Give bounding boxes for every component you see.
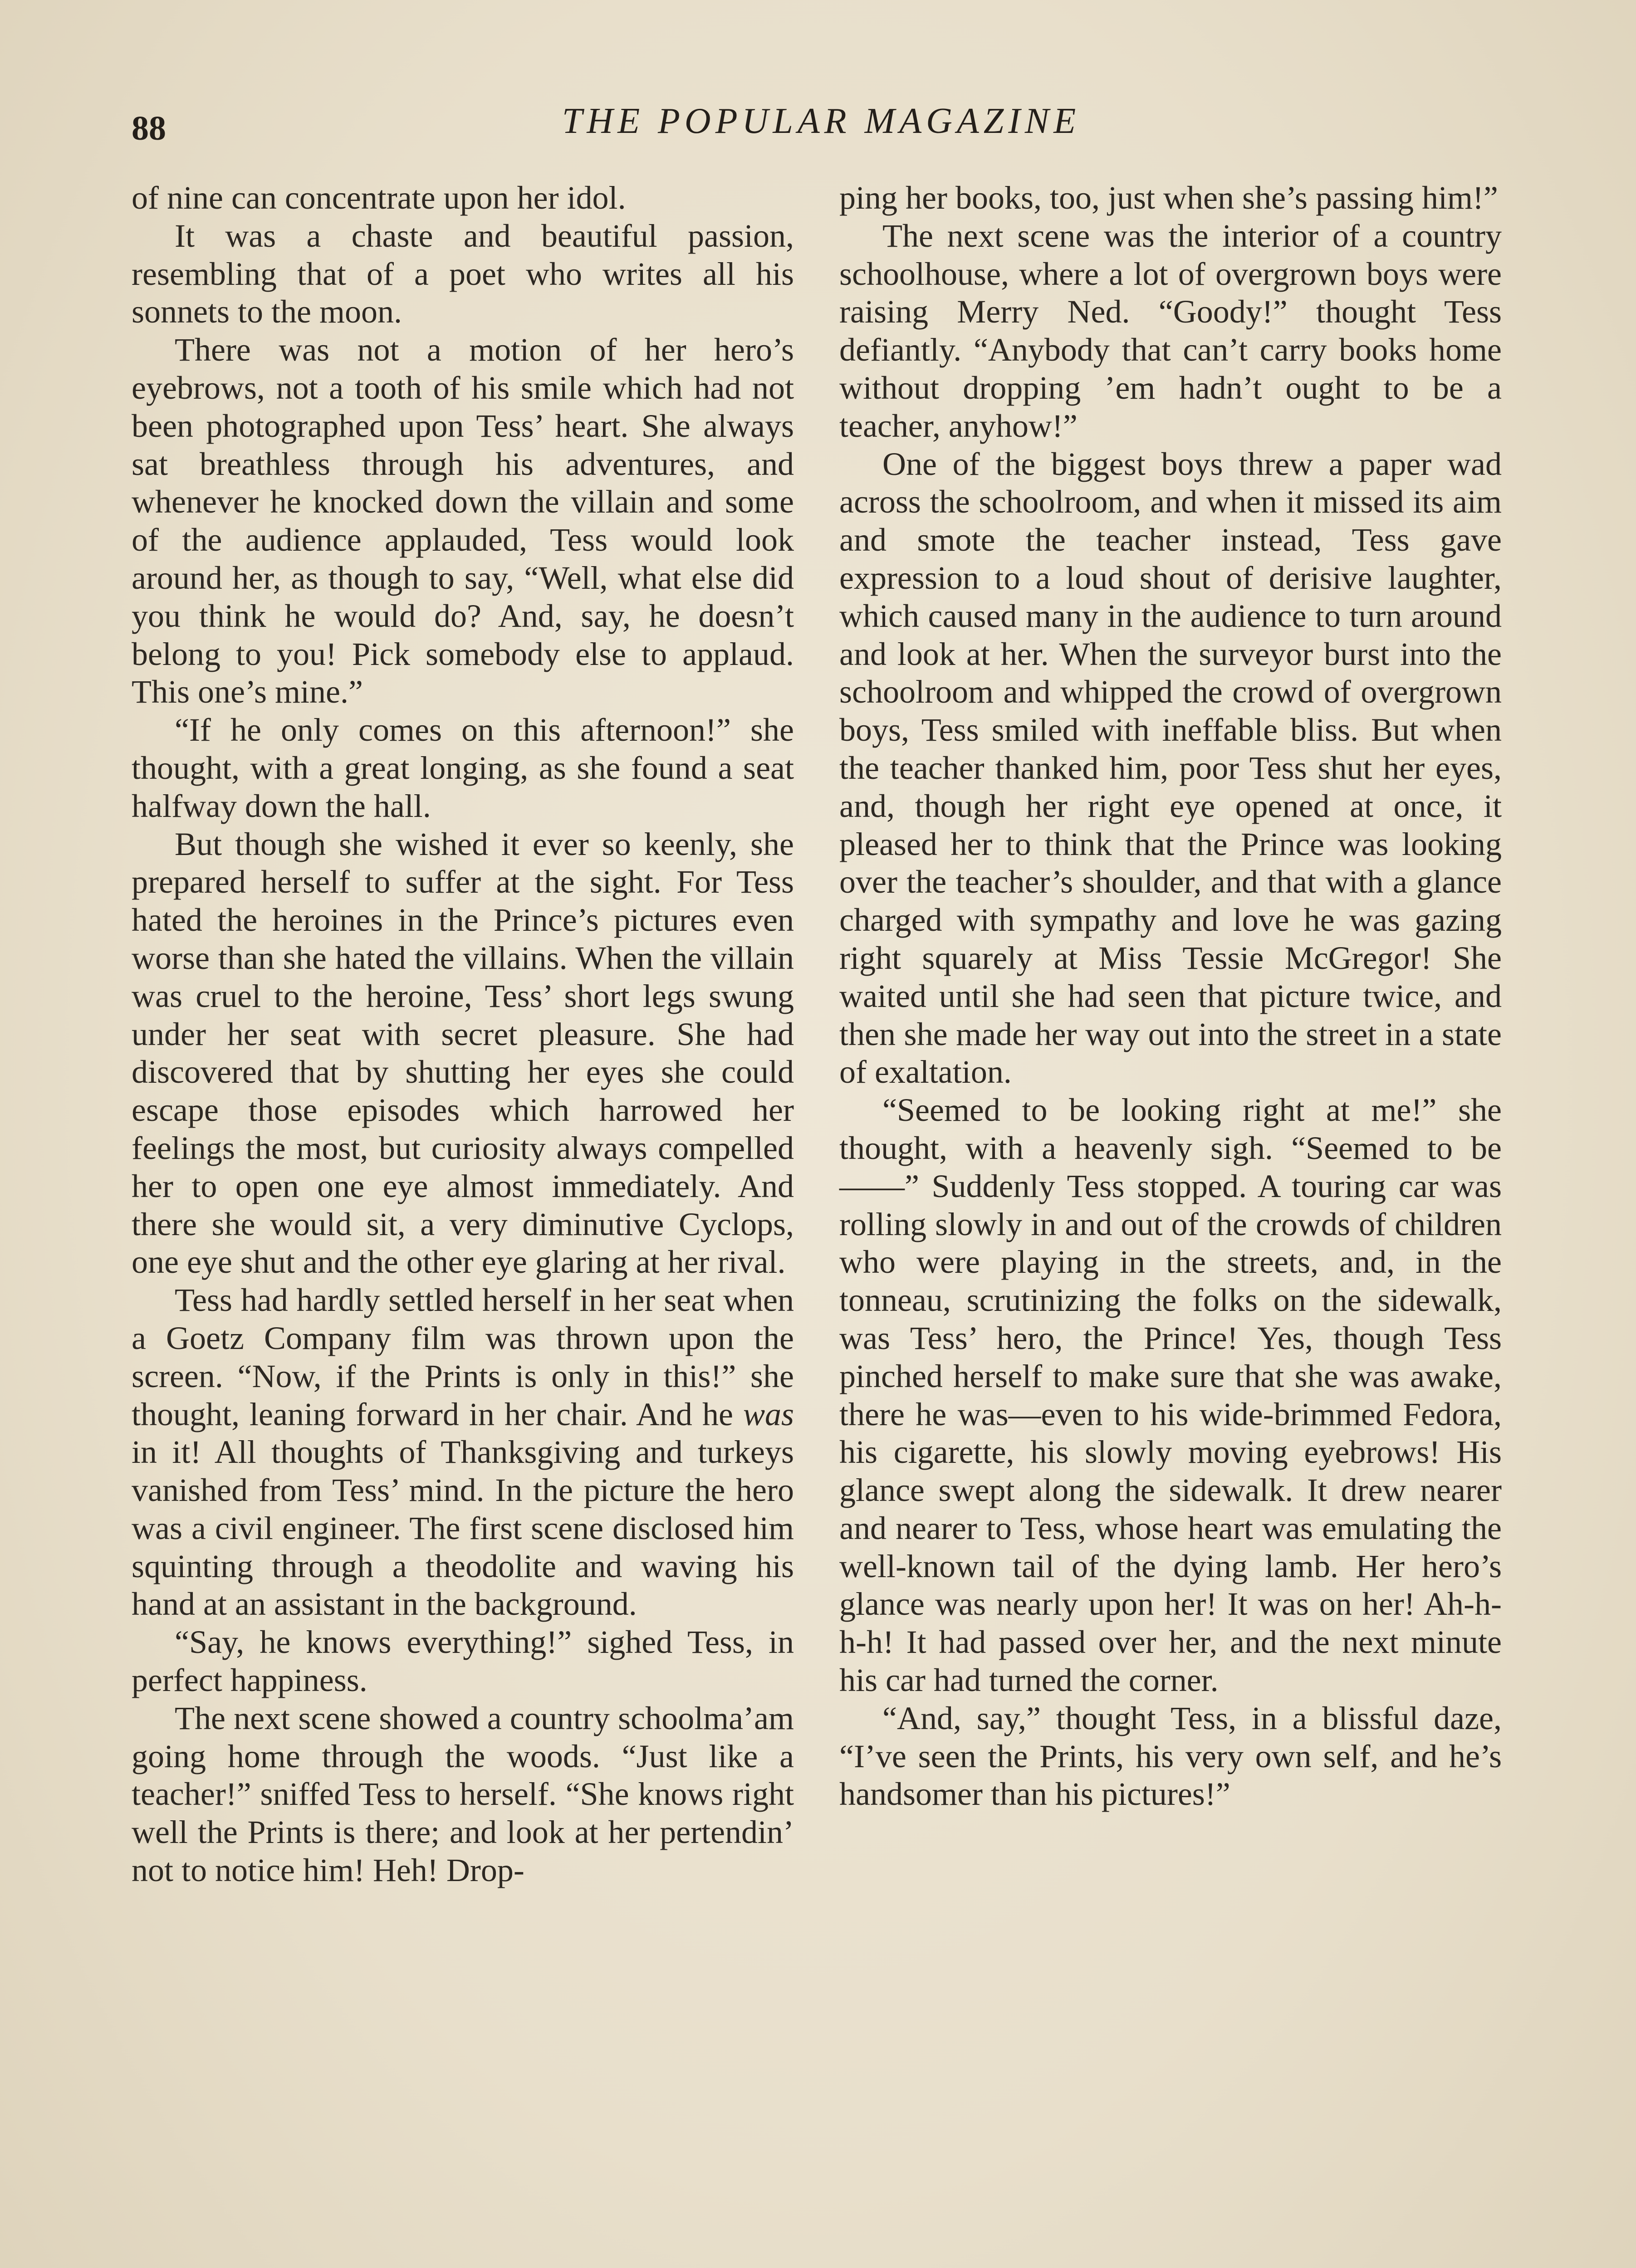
paragraph: ping her books, too, just when she’s passing him!” bbox=[839, 180, 1498, 216]
paragraph bbox=[132, 1281, 794, 1623]
paragraph: But though she wished it ever so keenly, she prepared herself to suffer at the sight. For Tess hated the heroines in the Prince’s pictures even worse than she hated the villains. When the villain was cruel to the heroine, Tess’ short legs swung under her seat with secret pleasure. She had discovered that by shutting her eyes she could escape those episodes which harrowed her feelings the most, but curiosity always compelled her to open one eye almost immediately. And there she would sit, a very diminutive Cyclops, one eye shut and the other eye glaring at her rival. bbox=[132, 826, 794, 1281]
paragraph-text: Tess had hardly settled herself in her seat when a Goetz Company film was thrown upon the screen. “Now, if the Prints is only in this!” she thought, leaning forward in her chair. And he bbox=[132, 1282, 794, 1432]
paragraph: “Seemed to be looking right at me!” she thought, with a heavenly sigh. “Seemed to be——” Suddenly Tess stopped. A touring car was rolling slowly in and out of the crowds of children who were playing in the streets, and, in the tonneau, scrutinizing the folks on the sidewalk, was Tess’ hero, the Prince! Yes, though Tess pinched herself to make sure that she was awake, there he was—even to his wide-brimmed Fedora, his cigarette, his slowly moving eyebrows! His glance swept along the sidewalk. It drew nearer and nearer to Tess, whose heart was emulating the well-known tail of the dying lamb. Her hero’s glance was nearly upon her! It was on her! Ah-h-h-h! It had passed over her, and the next minute his car had turned the corner. bbox=[839, 1092, 1502, 1699]
paragraph: The next scene showed a country schoolma’am going home through the woods. “Just like a teacher!” sniffed Tess to herself. “She knows right well the Prints is there; and look at her pertendin’ not to notice him! Heh! Drop- bbox=[132, 1700, 794, 1889]
page-number: 88 bbox=[132, 109, 166, 147]
paragraph: The next scene was the interior of a country schoolhouse, where a lot of overgrown boys were raising Merry Ned. “Goody!” thought Tess defiantly. “Anybody that can’t carry books home without dropping ’em hadn’t ought to be a teacher, anyhow!” bbox=[839, 217, 1502, 444]
paragraph: There was not a motion of her hero’s eyebrows, not a tooth of his smile which had not been photographed upon Tess’ heart. She always sat breathless through his adventures, and whenever he knocked down the villain and some of the audience applauded, Tess would look around her, as though to say, “Well, what else did you think he would do? And, say, he doesn’t belong to you! Pick somebody else to applaud. This one’s mine.” bbox=[132, 332, 794, 710]
text-column-left bbox=[132, 179, 794, 1890]
page-header bbox=[132, 101, 1511, 151]
paragraph: of nine can concentrate upon her idol. bbox=[132, 180, 626, 216]
text-column-right bbox=[839, 179, 1502, 1813]
running-title: THE POPULAR MAGAZINE bbox=[562, 101, 1081, 141]
paragraph: One of the biggest boys threw a paper wad across the schoolroom, and when it missed its aim and smote the teacher instead, Tess gave expression to a loud shout of derisive laughter, which caused many in the audience to turn around and look at her. When the surveyor burst into the schoolroom and whipped the crowd of overgrown boys, Tess smiled with ineffable bliss. But when the teacher thanked him, poor Tess shut her eyes, and, though her right eye opened at once, it pleased her to think that the Prince was looking over the teacher’s shoulder, and that with a glance charged with sympathy and love he was gazing right squarely at Miss Tessie McGregor! She waited until she had seen that picture twice, and then she made her way out into the street in a state of exaltation. bbox=[839, 445, 1502, 1090]
paragraph: “And, say,” thought Tess, in a blissful daze, “I’ve seen the Prints, his very own self, and he’s handsomer than his pictures!” bbox=[839, 1700, 1502, 1813]
emphasized-word: was bbox=[743, 1396, 794, 1432]
paragraph: “Say, he knows everything!” sighed Tess, in perfect happiness. bbox=[132, 1624, 794, 1699]
paragraph-text: in it! All thoughts of Thanksgiving and turkeys vanished from Tess’ mind. In the picture the hero was a civil engineer. The first scene disclosed him squinting through a theodolite and waving his hand at an assistant in the background. bbox=[132, 1434, 794, 1623]
paragraph: “If he only comes on this afternoon!” she thought, with a great longing, as she found a seat halfway down the hall. bbox=[132, 712, 794, 824]
paragraph: It was a chaste and beautiful passion, resembling that of a poet who writes all his sonnets to the moon. bbox=[132, 217, 794, 330]
